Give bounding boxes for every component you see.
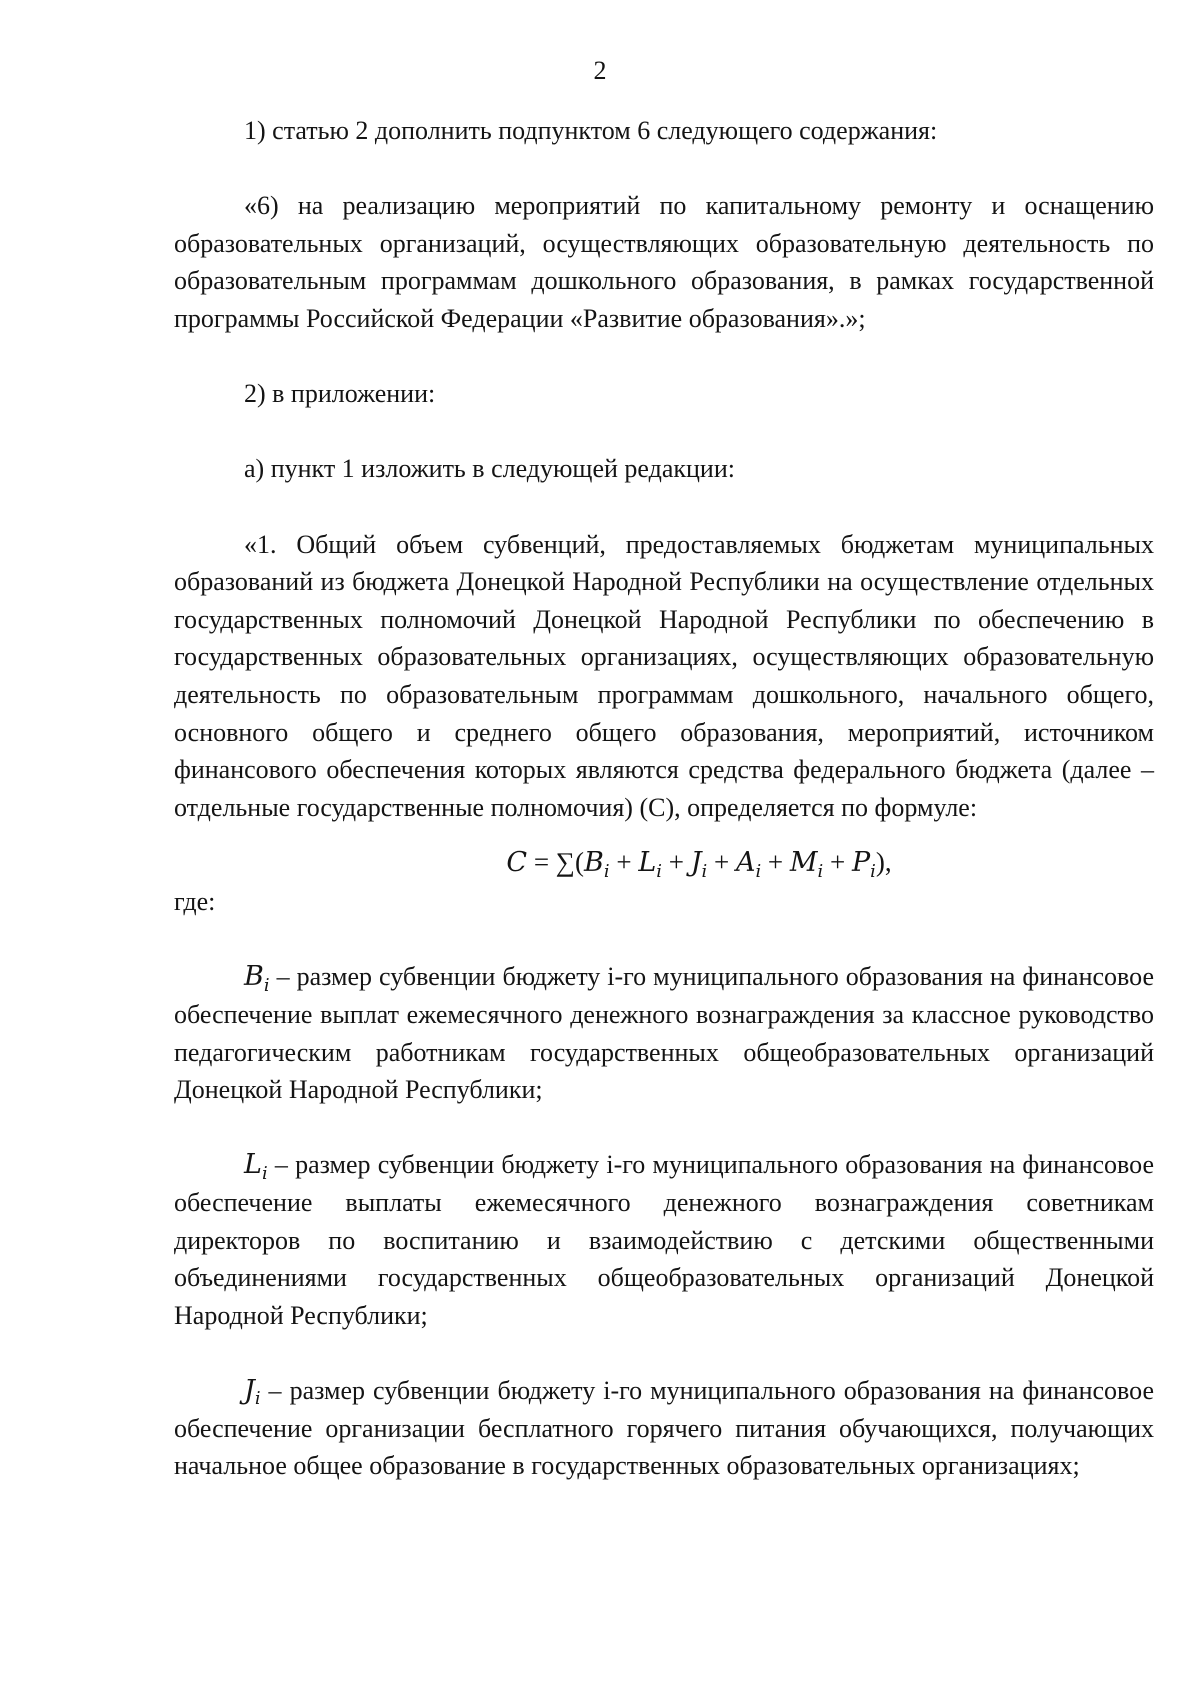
paragraph-point-1: «1. Общий объем субвенций, предоставляемых бюджетам муниципальных образований из бюджета Донецкой Народной Республики на осуществление отдельных государственных полномочий Донецкой Народной Республики по обеспечению в государственных образовательных организациях, осуществляющих образовательную деятельность по образовательным программам дошкольного, начального общего, основного общего и среднего общего образования, мероприятий, источником финансового обеспечения которых являются средства федерального бюджета (далее – отдельные государственные полномочия) (С), определяется по формуле: [174,529,1154,822]
formula-terms [584,847,876,882]
definition-symbol: $B_i$ [244,961,270,996]
formula-term-symbol: A [735,847,756,879]
formula-plus: + [609,847,639,878]
paragraph-item-a: а) пункт 1 изложить в следующей редакции: [244,454,735,484]
formula-term-subscript: i [870,860,876,882]
definitions-list [174,958,1154,1484]
definition-item [174,1372,1154,1485]
definition-symbol: $L_i$ [244,1149,268,1184]
formula-term-subscript: i [603,860,610,882]
definition-text: – размер субвенции бюджету i-го муниципального образования на финансовое обеспечение выплаты ежемесячного денежного вознаграждения советникам директоров по воспитанию и взаимодействию с детскими общественными объединениями государственных общеобразовательных организаций Донецкой Народной Республики; [174,1150,1154,1330]
formula-close: ), [875,847,892,878]
paragraph-item-1: 1) статью 2 дополнить подпунктом 6 следующего содержания: [244,116,938,145]
formula-plus: + [707,847,736,878]
definition-item [174,958,1154,1108]
formula-term [690,847,708,882]
formula-term [735,847,762,882]
definition-item [174,1146,1154,1334]
formula-lhs: C [506,847,528,879]
paragraph-subitem-6: «6) на реализацию мероприятий по капитальному ремонту и оснащению образовательных организаций, осуществляющих образовательную деятельность по образовательным программам дошкольного образования, в рамках государственной программы Российской Федерации «Развитие образования».»; [174,191,1154,333]
definition-symbol: $J_i$ [244,1375,261,1410]
where-label: где: [174,887,216,917]
formula-term [851,847,876,882]
formula [174,842,1154,883]
page-number: 2 [593,56,607,85]
formula-plus: + [661,847,691,878]
formula-term-subscript: i [656,860,662,882]
paragraph-item-2: 2) в приложении: [244,379,436,409]
formula-term-symbol: B [584,847,604,879]
formula-term-symbol: L [638,847,657,879]
formula-term-symbol: P [851,847,871,879]
document-body [174,112,1154,1485]
formula-term-subscript: i [817,860,824,882]
formula-term-symbol: J [690,847,702,879]
formula-term [789,847,824,882]
formula-eq: = ∑( [527,847,585,878]
formula-plus: + [823,847,852,878]
formula-term-symbol: M [789,847,818,879]
definition-text: – размер субвенции бюджету i-го муниципального образования на финансовое обеспечение выплат ежемесячного денежного вознаграждения за классное руководство педагогическим работникам государственных общеобразовательных организаций Донецкой Народной Республики; [174,962,1154,1105]
definition-text: – размер субвенции бюджету i-го муниципального образования на финансовое обеспечение организации бесплатного горячего питания обучающихся, получающих начальное общее образование в государственных образовательных организациях; [174,1376,1154,1481]
formula-term [638,847,662,882]
formula-term-subscript: i [701,860,708,882]
formula-term-subscript: i [755,860,762,882]
formula-plus: + [761,847,790,878]
formula-term [584,847,610,882]
